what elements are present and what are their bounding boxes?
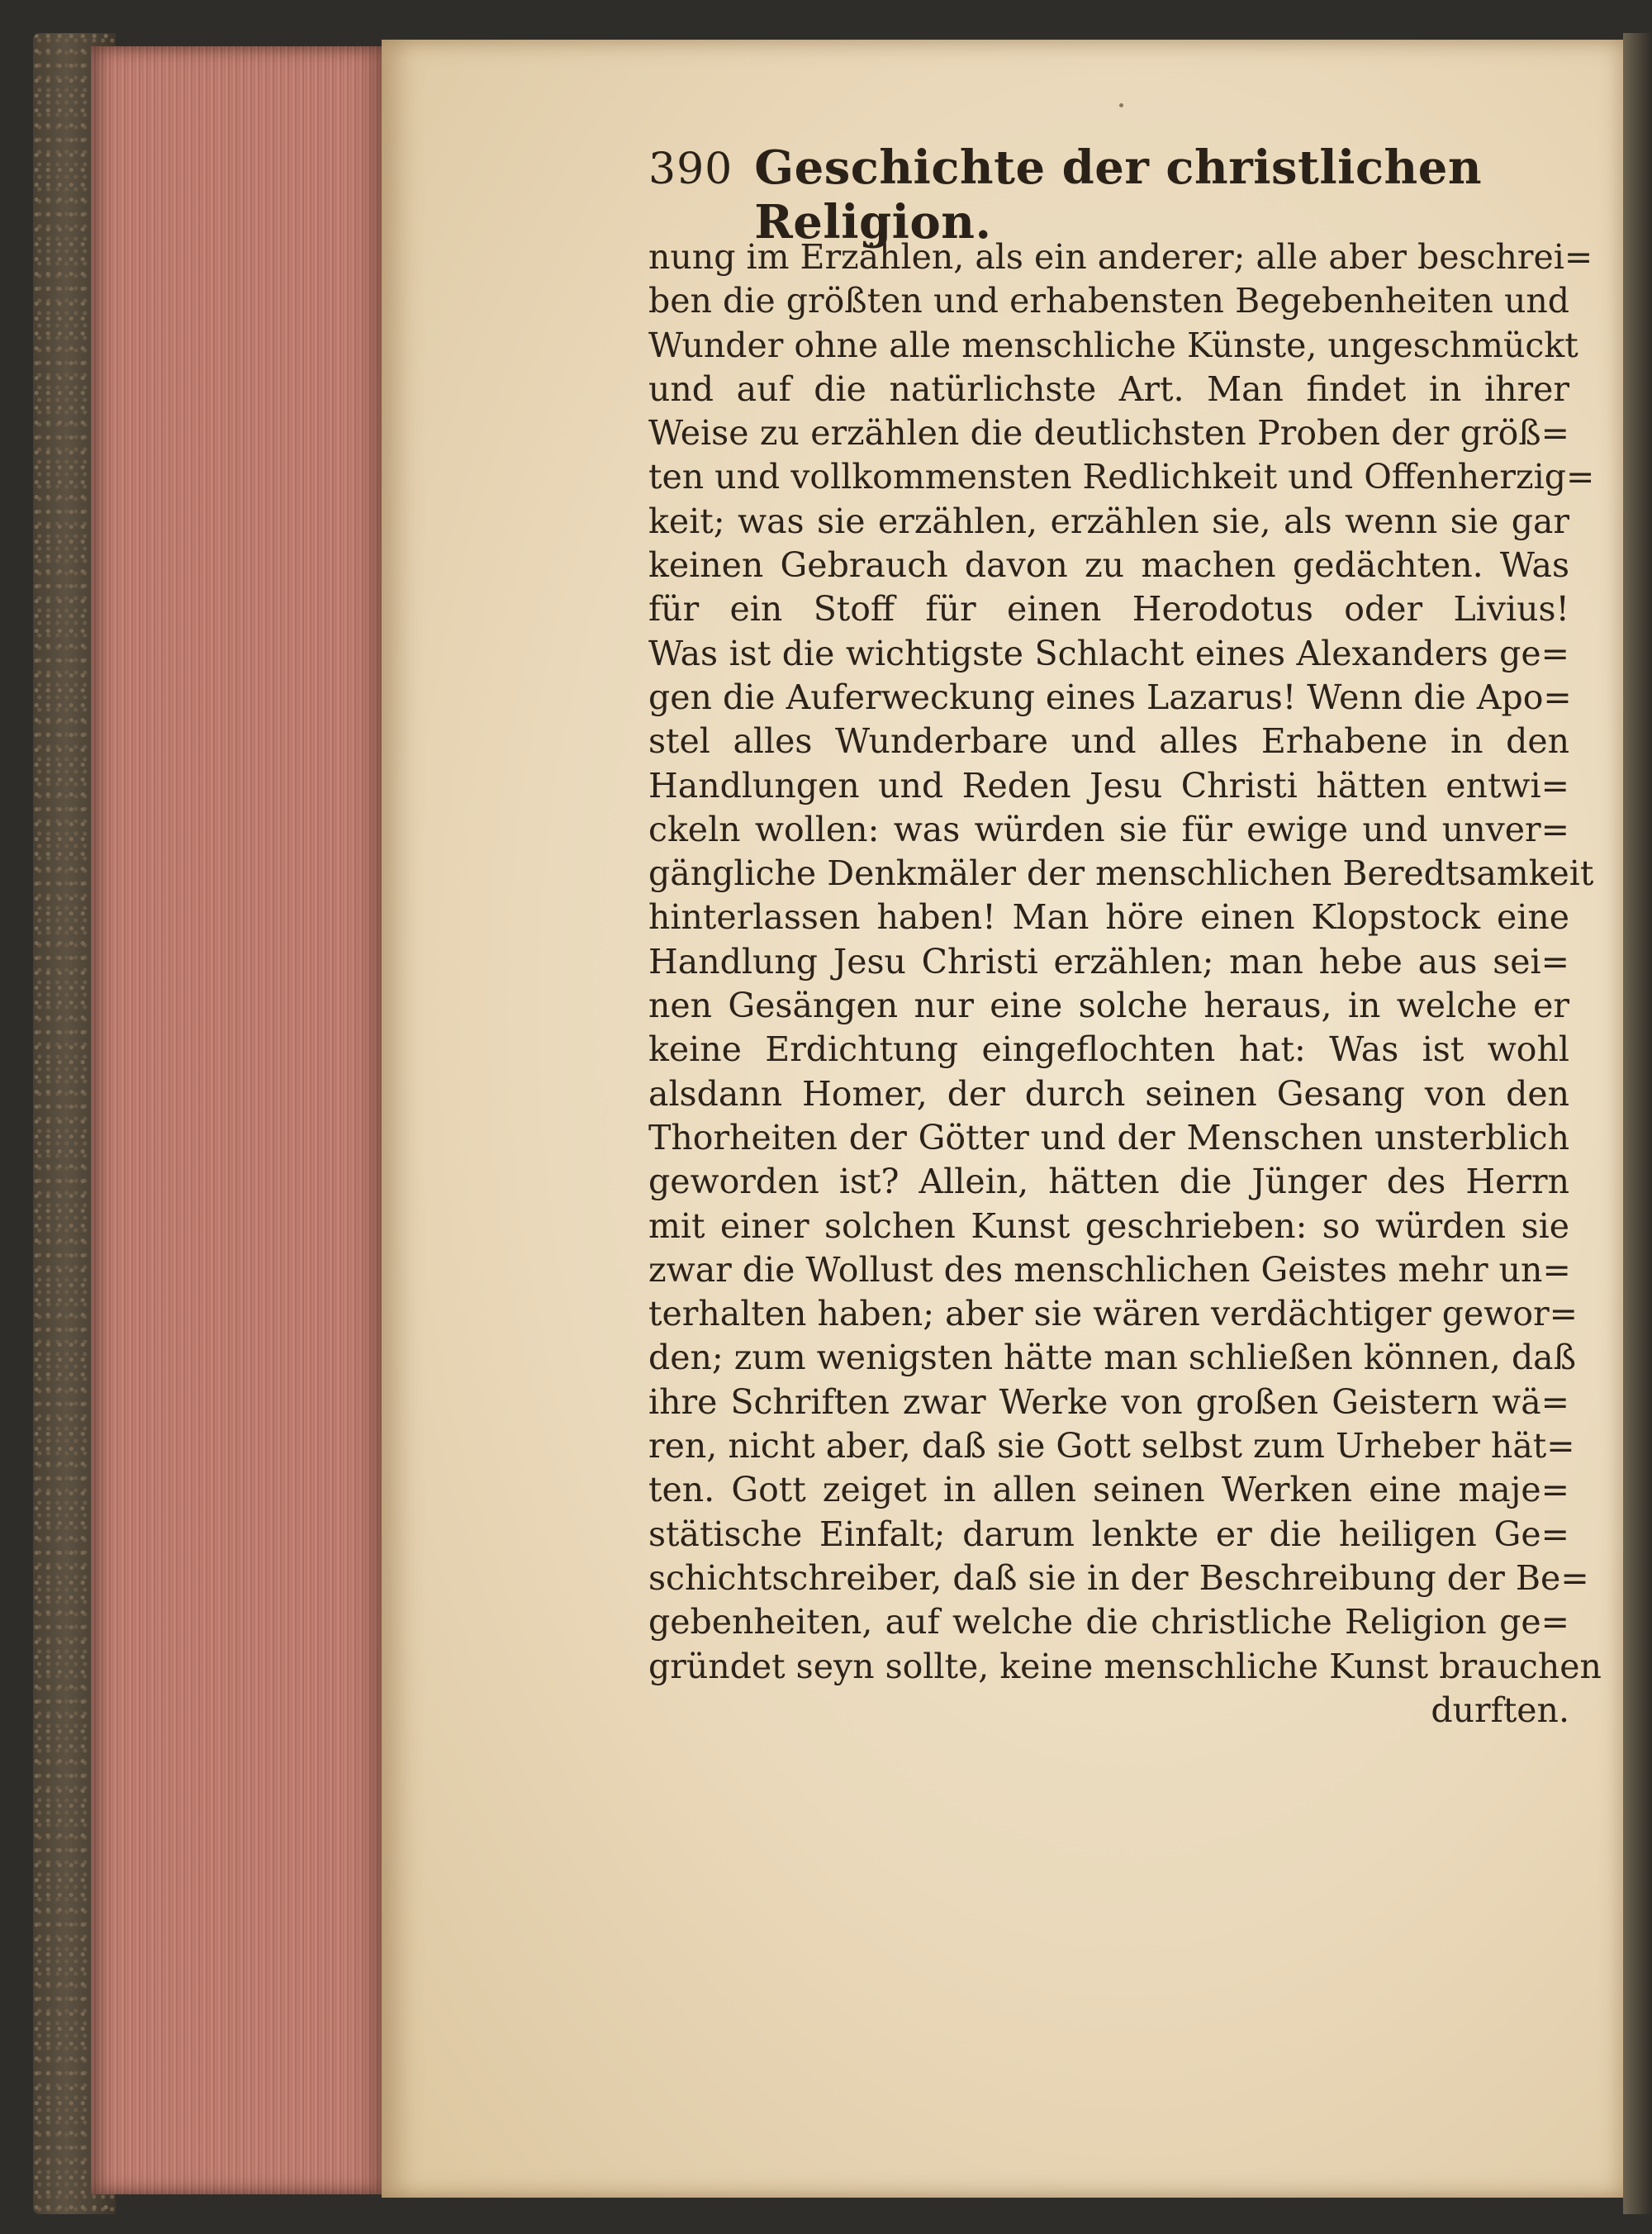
text-line: Handlungen und Reden Jesu Christi hätten entwi= (648, 765, 1569, 806)
text-line: stätische Einfalt; darum lenkte er die heiligen Ge= (648, 1514, 1569, 1554)
text-line: stel alles Wunderbare und alles Erhabene in den (648, 721, 1569, 762)
text-line: hinterlassen haben! Man höre einen Klopstock eine (648, 897, 1569, 938)
page-number: 390 (648, 145, 733, 194)
page-edges (91, 46, 388, 2194)
text-line: und auf die natürlichste Art. Man findet in ihrer (648, 368, 1569, 409)
text-line: den; zum wenigsten hätte man schließen können, daß (648, 1338, 1577, 1378)
text-line: für ein Stoff für einen Herodotus oder Livius! (648, 589, 1569, 630)
text-line: gründet seyn sollte, keine menschliche Kunst brauchen (648, 1646, 1602, 1686)
text-line: Thorheiten der Götter und der Menschen unsterblich (648, 1117, 1569, 1157)
text-line: keine Erdichtung eingeflochten hat: Was ist wohl (648, 1029, 1569, 1070)
text-line: geworden ist? Allein, hätten die Jünger des Herrn (648, 1162, 1569, 1202)
page-header (648, 140, 1557, 250)
text-line: gängliche Denkmäler der menschlichen Beredtsamkeit (648, 853, 1594, 894)
text-line: Wunder ohne alle menschliche Künste, ungeschmückt (648, 325, 1578, 365)
running-title: Geschichte der christlichen Religion. (754, 140, 1483, 250)
text-line: ckeln wollen: was würden sie für ewige und unver= (648, 809, 1569, 849)
text-line: zwar die Wollust des menschlichen Geistes mehr un= (648, 1249, 1571, 1290)
text-line: schichtschreiber, daß sie in der Beschreibung der Be= (648, 1557, 1589, 1598)
text-line: Weise zu erzählen die deutlichsten Proben der größ= (648, 413, 1569, 454)
text-line: ren, nicht aber, daß sie Gott selbst zum Urheber hät= (648, 1426, 1575, 1466)
body-text (648, 235, 1602, 1733)
text-line: Was ist die wichtigste Schlacht eines Alexanders ge= (648, 633, 1569, 673)
text-line: durften. (1431, 1690, 1569, 1730)
text-line: terhalten haben; aber sie wären verdächtiger gewor= (648, 1294, 1578, 1334)
text-line: ten und vollkommensten Redlichkeit und Offenherzig= (648, 457, 1595, 497)
text-line: mit einer solchen Kunst geschrieben: so würden sie (648, 1205, 1569, 1246)
text-line: alsdann Homer, der durch seinen Gesang von den (648, 1073, 1569, 1114)
text-line: ben die größten und erhabensten Begebenheiten und (648, 281, 1569, 321)
text-line: nung im Erzählen, als ein anderer; alle aber beschrei= (648, 237, 1593, 277)
text-line: keinen Gebrauch davon zu machen gedächten. Was (648, 545, 1569, 586)
text-line: keit; was sie erzählen, erzählen sie, als wenn sie gar (648, 501, 1569, 541)
ink-spot (1119, 103, 1123, 107)
text-line: nen Gesängen nur eine solche heraus, in welche er (648, 986, 1569, 1026)
text-line: ihre Schriften zwar Werke von großen Geistern wä= (648, 1381, 1569, 1422)
text-line: gebenheiten, auf welche die christliche Religion ge= (648, 1602, 1569, 1642)
text-line: ten. Gott zeiget in allen seinen Werken eine maje= (648, 1470, 1569, 1510)
text-line: gen die Auferweckung eines Lazarus! Wenn die Apo= (648, 677, 1572, 717)
book-gutter (1623, 33, 1652, 2214)
text-line: Handlung Jesu Christi erzählen; man hebe aus sei= (648, 941, 1569, 982)
